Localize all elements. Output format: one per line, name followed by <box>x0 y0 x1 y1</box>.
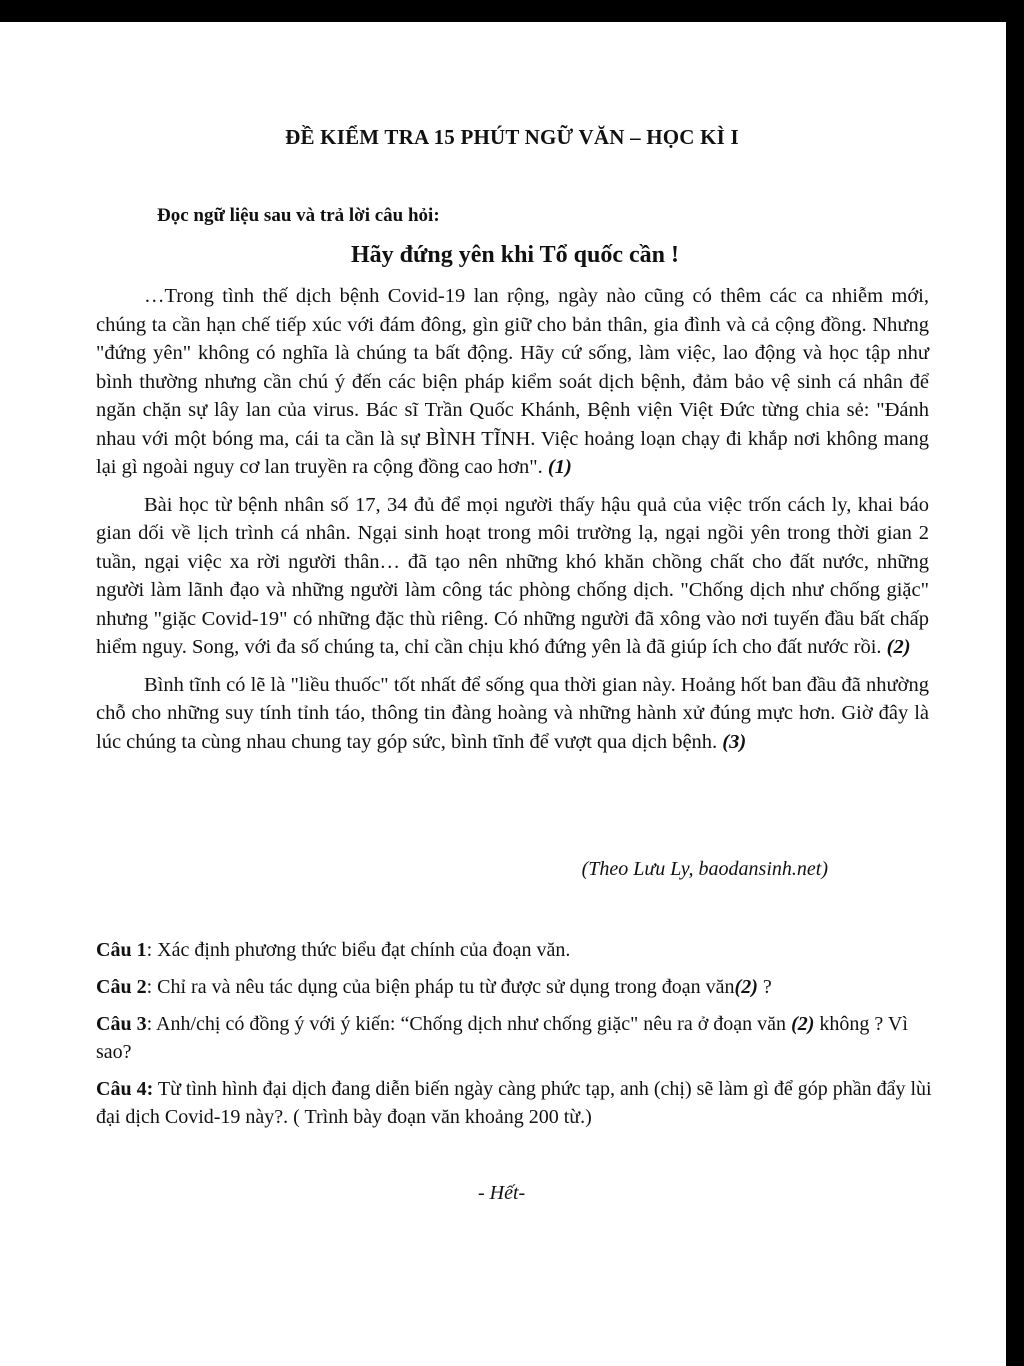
reading-passage <box>96 282 929 765</box>
question-text: Từ tình hình đại dịch đang diễn biến ngày càng phức tạp, anh (chị) sẽ làm gì để góp phần đẩy lùi đại dịch Covid-19 này?. ( Trình bày đoạn văn khoảng 200 từ.) <box>96 1078 932 1128</box>
paragraph-text: Bài học từ bệnh nhân số 17, 34 đủ để mọi người thấy hậu quả của việc trốn cách ly, khai báo gian dối về lịch trình cá nhân. Ngại sinh hoạt trong môi trường lạ, ngại ngồi yên trong thời gian 2 tuần, ngại việc xa rời người thân… đã tạo nên những khó khăn chồng chất cho đất nước, những người làm lãnh đạo và những người làm công tác phòng chống dịch. "Chống dịch như chống giặc" nhưng "giặc Covid-19" có những đặc thù riêng. Có những người đã xông vào nơi tuyến đầu bất chấp hiểm nguy. Song, với đa số chúng ta, chỉ cần chịu khó đứng yên là đã giúp ích cho đất nước rồi. <box>96 493 929 658</box>
question-ref: (2) <box>734 976 758 998</box>
question-item <box>96 1075 943 1131</box>
paragraph-ref: (2) <box>886 636 911 658</box>
paragraph-text: …Trong tình thế dịch bệnh Covid-19 lan rộng, ngày nào cũng có thêm các ca nhiễm mới, chúng ta cần hạn chế tiếp xúc với đám đông, gìn giữ cho bản thân, gia đình và cả cộng đồng. Nhưng "đứng yên" không có nghĩa là chúng ta bất động. Hãy cứ sống, làm việc, lao động và học tập như bình thường nhưng cần chú ý đến các biện pháp kiểm soát dịch bệnh, đảm bảo vệ sinh cá nhân để ngăn chặn sự lây lan của virus. Bác sĩ Trần Quốc Khánh, Bệnh viện Việt Đức từng chia sẻ: "Đánh nhau với một bóng ma, cái ta cần là sự BÌNH TĨNH. Việc hoảng loạn chạy đi khắp nơi không mang lại gì ngoài nguy cơ lan truyền ra cộng đồng cao hơn". <box>96 285 929 478</box>
passage-source: (Theo Lưu Ly, baodansinh.net) <box>581 858 828 880</box>
question-label: Câu 4: <box>96 1078 154 1100</box>
question-label: Câu 1 <box>96 939 147 961</box>
passage-paragraph <box>96 671 929 757</box>
reading-instruction: Đọc ngữ liệu sau và trả lời câu hỏi: <box>157 205 440 226</box>
screen-edge-bar <box>1006 0 1024 1366</box>
question-item: Câu 2: Chỉ ra và nêu tác dụng của biện pháp tu từ được sử dụng trong đoạn văn(2) ? <box>96 976 772 998</box>
passage-paragraph <box>96 491 929 662</box>
question-ref: (2) <box>791 1013 815 1035</box>
question-label: Câu 3 <box>96 1013 147 1035</box>
question-item: Câu 1: Xác định phương thức biểu đạt chính của đoạn văn. <box>96 939 571 961</box>
question-label: Câu 2 <box>96 976 147 998</box>
question-text: Xác định phương thức biểu đạt chính của đoạn văn. <box>157 939 571 961</box>
end-mark: - Hết- <box>478 1182 526 1204</box>
passage-paragraph <box>96 282 929 482</box>
question-text: Chỉ ra và nêu tác dụng của biện pháp tu từ được sử dụng trong đoạn văn <box>157 976 735 998</box>
paragraph-text: Bình tĩnh có lẽ là "liều thuốc" tốt nhất để sống qua thời gian này. Hoảng hốt ban đầu đã nhường chỗ cho những suy tính tỉnh táo, thông tin đàng hoàng và những hành xử đúng mực hơn. Giờ đây là lúc chúng ta cùng nhau chung tay góp sức, bình tĩnh để vượt qua dịch bệnh. <box>96 673 929 753</box>
passage-heading: Hãy đứng yên khi Tổ quốc cần ! <box>350 242 680 268</box>
question-item: Câu 3: Anh/chị có đồng ý với ý kiến: “Chống dịch như chống giặc" nêu ra ở đoạn văn (2) không ? Vì sao? <box>96 1013 908 1063</box>
question-list <box>96 936 943 1140</box>
exam-title: ĐỀ KIỂM TRA 15 PHÚT NGỮ VĂN – HỌC KÌ I <box>285 125 739 149</box>
question-text: Anh/chị có đồng ý với ý kiến: “Chống dịch như chống giặc" nêu ra ở đoạn văn <box>156 1013 787 1035</box>
paragraph-ref: (1) <box>547 456 572 478</box>
paragraph-ref: (3) <box>722 730 747 753</box>
